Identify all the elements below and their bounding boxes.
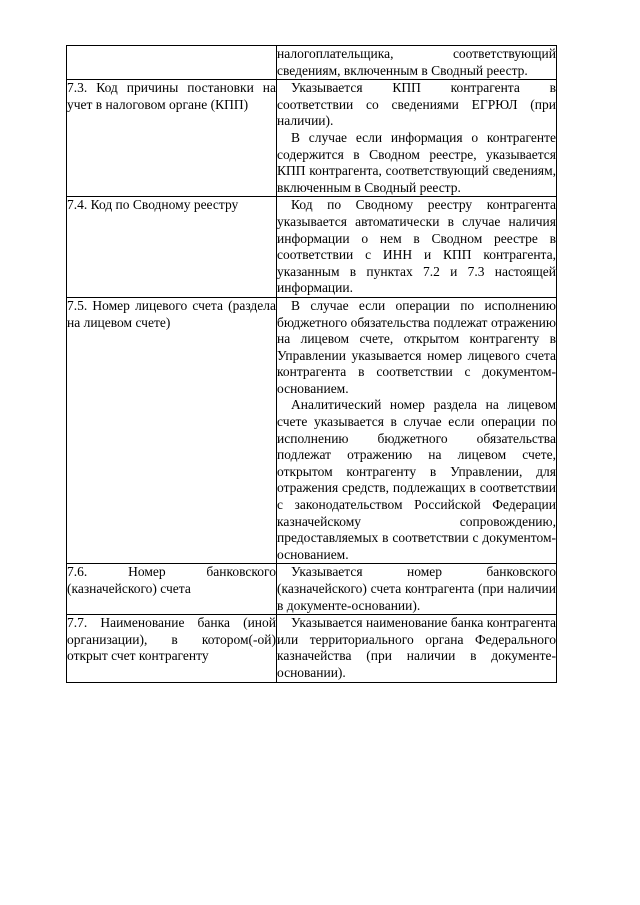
table-row <box>67 564 557 615</box>
field-name-cell <box>67 297 277 564</box>
description-paragraph: Указывается наименование банка контрагента или территориального органа Федерального казначейства (при наличии в документе-основании). <box>277 615 556 680</box>
field-name-cell <box>67 197 277 298</box>
description-paragraph: Указывается КПП контрагента в соответствии со сведениями ЕГРЮЛ (при наличии). <box>277 80 556 129</box>
field-name-cell <box>67 615 277 682</box>
table-row <box>67 297 557 564</box>
field-name: 7.5. Номер лицевого счета (раздела на лицевом счете) <box>67 297 276 330</box>
field-description-cell <box>277 80 557 197</box>
field-description-cell <box>277 197 557 298</box>
description-paragraph: налогоплательщика, соответствующий сведениям, включенным в Сводный реестр. <box>277 46 556 78</box>
table-row <box>67 80 557 197</box>
field-name: 7.4. Код по Сводному реестру <box>67 197 239 213</box>
field-description-cell <box>277 297 557 564</box>
description-paragraph: Указывается номер банковского (казначейского) счета контрагента (при наличии в документе-основании). <box>277 564 556 613</box>
description-paragraph: В случае если операции по исполнению бюджетного обязательства подлежат отражению на лицевом счете, открытом контрагенту в Управлении указывается номер лицевого счета контрагента в соответствии с документом-основанием. <box>277 297 556 396</box>
table-row <box>67 46 557 80</box>
field-name: 7.6. Номер банковского (казначейского) счета <box>67 564 276 596</box>
description-paragraph: Код по Сводному реестру контрагента указывается автоматически в случае наличия информации о нем в Сводном реестре в соответствии с ИНН и КПП контрагента, указанным в пунктах 7.2 и 7.3 настоящей информации. <box>277 197 556 296</box>
description-paragraph: В случае если информация о контрагенте содержится в Сводном реестре, указывается КПП контрагента, соответствующий сведениям, включенным в Сводный реестр. <box>277 129 556 195</box>
document-table <box>66 45 557 683</box>
field-name-cell <box>67 80 277 197</box>
description-paragraph: Аналитический номер раздела на лицевом счете указывается в случае если операции по исполнению бюджетного обязательства подлежат отражению на лицевом счете, открытом контрагенту в Управлении, для отражения средств, подлежащих в соответствии с законодательством Российской Федерации казначейскому сопровождению, предоставляемых в соответствии с документом-основанием. <box>277 397 556 562</box>
field-name: 7.3. Код причины постановки на учет в налоговом органе (КПП) <box>67 80 276 112</box>
field-name-cell <box>67 46 277 80</box>
field-name-cell <box>67 564 277 615</box>
field-description-cell <box>277 46 557 80</box>
table-row <box>67 197 557 298</box>
table-row <box>67 615 557 682</box>
field-name: 7.7. Наименование банка (иной организации), в котором(-ой) открыт счет контрагенту <box>67 615 276 664</box>
field-description-cell <box>277 615 557 682</box>
field-description-cell <box>277 564 557 615</box>
